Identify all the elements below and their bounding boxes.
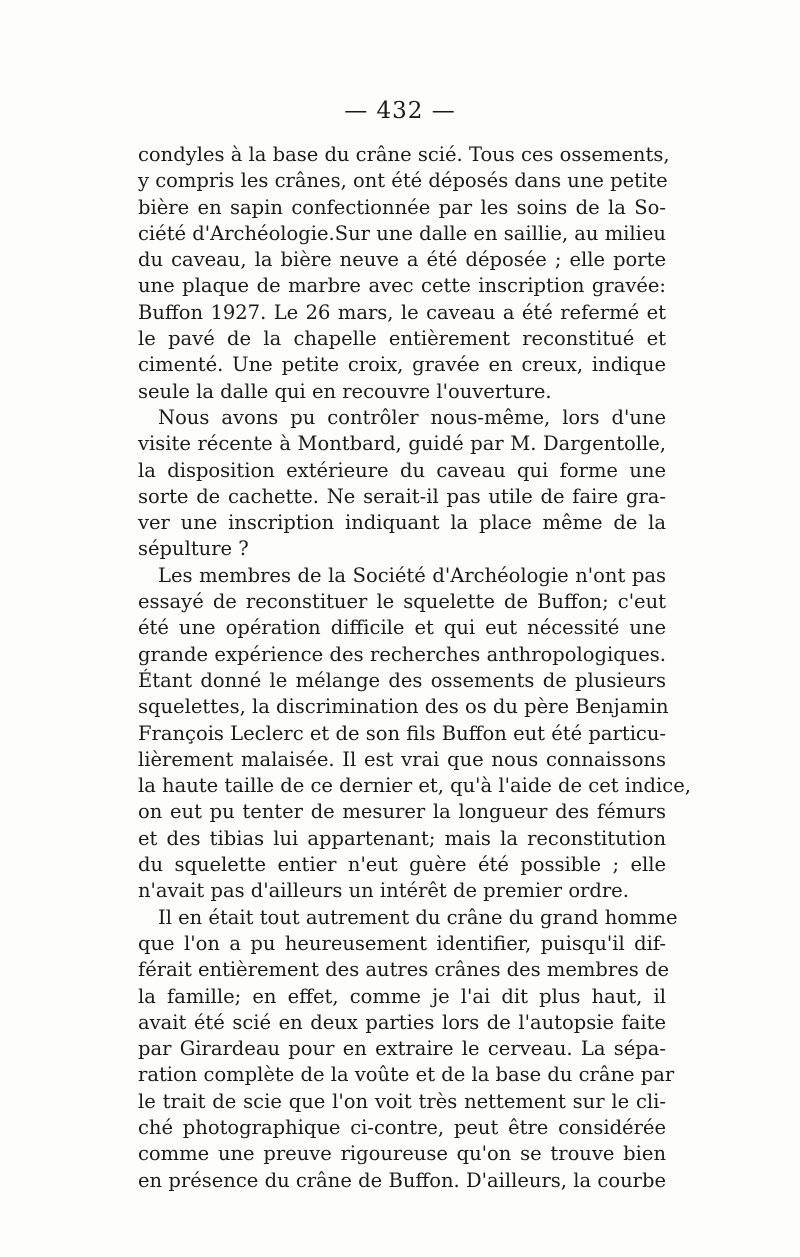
text-line: seule la dalle qui en recouvre l'ouverture. [138, 379, 552, 403]
text-line: ver une inscription indiquant la place même de la [138, 511, 666, 535]
text-line: en présence du crâne de Buffon. D'ailleurs, la courbe [138, 1168, 666, 1192]
text-line: Les membres de la Société d'Archéologie n'ont pas [158, 563, 666, 587]
text-line: Il en était tout autrement du crâne du grand homme [158, 905, 678, 929]
text-line: férait entièrement des autres crânes des membres de [138, 958, 669, 982]
text-line: cimenté. Une petite croix, gravée en creux, indique [138, 353, 666, 377]
text-line: y compris les crânes, ont été déposés dans une petite [138, 169, 668, 193]
text-line: condyles à la base du crâne scié. Tous ces ossements, [138, 143, 670, 166]
text-line: le pavé de la chapelle entièrement reconstitué et [138, 327, 666, 351]
text-line: et des tibias lui appartenant; mais la reconstitution [138, 826, 666, 850]
text-line: François Leclerc et de son fils Buffon eut été particu- [138, 721, 666, 745]
text-line: que l'on a pu heureusement identifier, puisqu'il dif- [138, 931, 666, 955]
text-line: Étant donné le mélange des ossements de plusieurs [138, 668, 666, 692]
text-line: Buffon 1927. Le 26 mars, le caveau a été refermé et [138, 300, 666, 324]
text-line: sépulture ? [138, 537, 249, 561]
text-line: on eut pu tenter de mesurer la longueur des fémurs [138, 800, 666, 824]
text-line: avait été scié en deux parties lors de l'autopsie faite [138, 1010, 666, 1034]
page-number: — 432 — [344, 98, 456, 124]
text-line: du squelette entier n'eut guère été possible ; elle [138, 853, 666, 877]
text-line: Nous avons pu contrôler nous-même, lors d'une [158, 405, 666, 429]
text-line: visite récente à Montbard, guidé par M. Dargentolle, [138, 432, 666, 456]
text-line: lièrement malaisée. Il est vrai que nous connaissons [138, 747, 666, 771]
text-line: ciété d'Archéologie.Sur une dalle en saillie, au milieu [138, 221, 666, 245]
body-text [138, 142, 691, 1194]
text-line: essayé de reconstituer le squelette de Buffon; c'eut [138, 590, 666, 614]
text-line: une plaque de marbre avec cette inscription gravée: [138, 274, 666, 298]
text-line: ration complète de la voûte et de la base du crâne par [138, 1063, 675, 1087]
text-line: le trait de scie que l'on voit très nettement sur le cli- [138, 1089, 666, 1113]
text-line: n'avait pas d'ailleurs un intérêt de premier ordre. [138, 879, 629, 903]
text-line: du caveau, la bière neuve a été déposée ; elle porte [138, 248, 666, 272]
text-line: la haute taille de ce dernier et, qu'à l'aide de cet indice, [138, 774, 691, 798]
text-line: comme une preuve rigoureuse qu'on se trouve bien [138, 1142, 666, 1166]
text-line: la disposition extérieure du caveau qui forme une [138, 458, 666, 482]
text-line: sorte de cachette. Ne serait-il pas utile de faire gra- [138, 484, 666, 508]
text-line: été une opération difficile et qui eut nécessité une [138, 616, 666, 640]
text-line: grande expérience des recherches anthropologiques. [138, 642, 666, 666]
text-line: la famille; en effet, comme je l'ai dit plus haut, il [138, 984, 666, 1008]
text-line: par Girardeau pour en extraire le cerveau. La sépa- [138, 1037, 666, 1061]
text-line: ché photographique ci-contre, peut être considérée [138, 1115, 666, 1139]
text-line: squelettes, la discrimination des os du père Benjamin [138, 695, 669, 719]
text-line: bière en sapin confectionnée par les soins de la So- [138, 195, 666, 219]
